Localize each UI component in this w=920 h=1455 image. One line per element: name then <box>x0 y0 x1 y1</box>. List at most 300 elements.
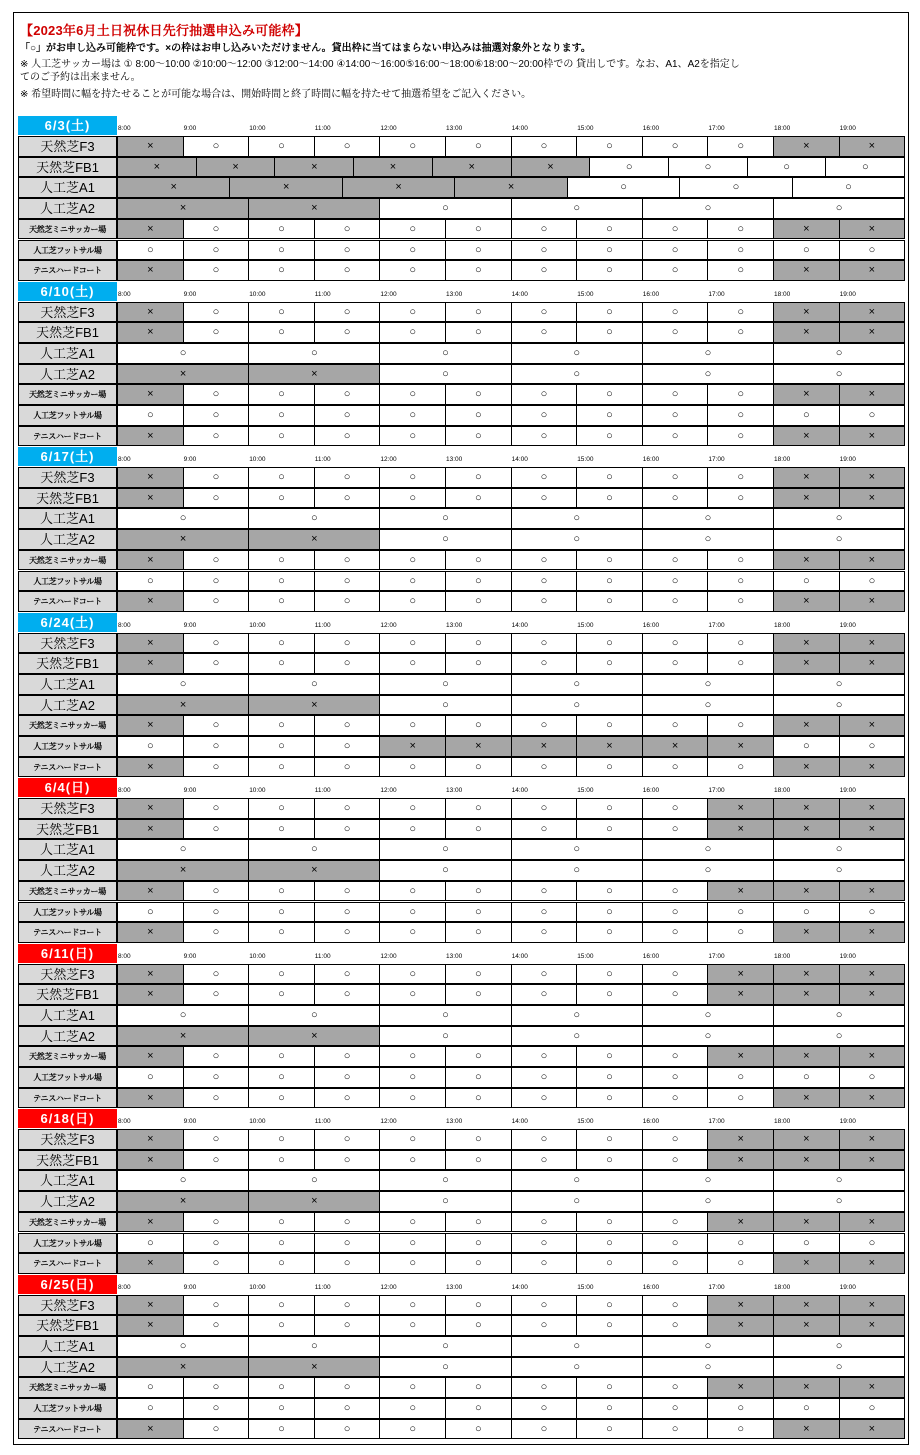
note-line-4: ※ 希望時間に幅を持たせることが可能な場合は、開始時間と終了時間に幅を持たせて抽選希望をご記入ください。 <box>20 89 532 100</box>
slot-unavailable: × <box>839 384 906 405</box>
slot-available: ○ <box>576 240 643 261</box>
slot-unavailable: × <box>773 1253 840 1274</box>
slot-available: ○ <box>314 798 381 819</box>
facility-name: 天然芝FB1 <box>18 1150 117 1171</box>
slot-available: ○ <box>576 757 643 778</box>
time-header-label: 18:00 <box>774 1118 791 1125</box>
note-line-1: 「○」がお申し込み可能枠です。×の枠はお申し込みいただけません。貸出枠に当てはまらない申込みは抽選対象外となります。 <box>20 43 591 54</box>
slot-available: ○ <box>379 1419 446 1440</box>
facility-row <box>18 1088 905 1109</box>
slot-unavailable: × <box>773 1295 840 1316</box>
slot-unavailable: × <box>707 984 774 1005</box>
slot-unavailable: × <box>117 1088 184 1109</box>
slot-available: ○ <box>642 715 709 736</box>
slot-available: ○ <box>445 550 512 571</box>
time-header-label: 19:00 <box>839 456 856 463</box>
facility-row <box>18 302 905 323</box>
slot-unavailable: × <box>773 260 840 281</box>
facility-row <box>18 157 905 178</box>
time-header-label: 15:00 <box>577 621 594 629</box>
slot-available: ○ <box>379 653 446 674</box>
time-header-label: 16:00 <box>642 787 660 794</box>
slot-available: ○ <box>707 136 774 157</box>
slot-available: ○ <box>511 571 578 592</box>
slot-available: ○ <box>248 715 315 736</box>
slot-available: ○ <box>248 405 315 426</box>
slot-available: ○ <box>511 1357 643 1378</box>
slot-available: ○ <box>183 1315 250 1336</box>
slot-available: ○ <box>511 1377 578 1398</box>
slot-available: ○ <box>183 405 250 426</box>
slot-available: ○ <box>445 1088 512 1109</box>
slot-available: ○ <box>642 467 709 488</box>
facility-row <box>18 1129 905 1150</box>
slot-available: ○ <box>445 819 512 840</box>
slot-available: ○ <box>511 260 578 281</box>
slot-available: ○ <box>642 405 709 426</box>
slot-unavailable: × <box>839 322 906 343</box>
slot-available: ○ <box>183 136 250 157</box>
slot-available: ○ <box>576 1419 643 1440</box>
slot-available: ○ <box>379 1398 446 1419</box>
slot-available: ○ <box>248 757 315 778</box>
time-header-label: 9:00 <box>183 787 197 794</box>
slot-unavailable: × <box>117 798 184 819</box>
facility-name: 天然芝ミニサッカー場 <box>18 1377 117 1398</box>
slot-available: ○ <box>248 343 380 364</box>
slot-available: ○ <box>248 881 315 902</box>
slot-available: ○ <box>314 736 381 757</box>
facility-row <box>18 1398 905 1419</box>
facility-row <box>18 695 905 716</box>
slot-available: ○ <box>792 177 905 198</box>
slot-available: ○ <box>248 1088 315 1109</box>
slot-available: ○ <box>642 571 709 592</box>
slot-available: ○ <box>445 715 512 736</box>
slot-available: ○ <box>314 384 381 405</box>
slot-available: ○ <box>642 1398 709 1419</box>
slot-available: ○ <box>379 984 446 1005</box>
slot-available: ○ <box>642 674 774 695</box>
slot-available: ○ <box>183 1067 250 1088</box>
facility-name: 人工芝A2 <box>18 364 117 385</box>
slot-available: ○ <box>183 1046 250 1067</box>
slot-available: ○ <box>183 488 250 509</box>
time-header-label: 19:00 <box>839 1283 856 1291</box>
slot-unavailable: × <box>839 819 906 840</box>
slot-unavailable: × <box>773 1419 840 1440</box>
facility-row <box>18 674 905 695</box>
time-header-label: 16:00 <box>642 952 660 960</box>
slot-available: ○ <box>511 240 578 261</box>
slot-available: ○ <box>117 508 249 529</box>
slot-available: ○ <box>576 902 643 923</box>
slot-available: ○ <box>576 136 643 157</box>
slot-unavailable: × <box>117 1191 249 1212</box>
slot-available: ○ <box>642 591 709 612</box>
slot-available: ○ <box>707 488 774 509</box>
slot-available: ○ <box>314 322 381 343</box>
facility-name: 天然芝F3 <box>18 964 117 985</box>
slot-available: ○ <box>642 136 709 157</box>
slot-available: ○ <box>248 1398 315 1419</box>
slot-unavailable: × <box>839 1419 906 1440</box>
facility-name: 人工芝A2 <box>18 695 117 716</box>
slot-unavailable: × <box>117 633 184 654</box>
slot-available: ○ <box>576 219 643 240</box>
facility-name: 天然芝ミニサッカー場 <box>18 550 117 571</box>
slot-unavailable: × <box>511 157 591 178</box>
slot-available: ○ <box>511 467 578 488</box>
slot-unavailable: × <box>839 1150 906 1171</box>
slot-available: ○ <box>511 591 578 612</box>
slot-available: ○ <box>183 302 250 323</box>
day-block <box>17 447 905 613</box>
time-header-label: 18:00 <box>774 125 791 132</box>
slot-available: ○ <box>642 1315 709 1336</box>
slot-available: ○ <box>314 1067 381 1088</box>
slot-available: ○ <box>642 219 709 240</box>
slot-unavailable: × <box>839 1315 906 1336</box>
time-header-label: 10:00 <box>249 290 266 298</box>
slot-available: ○ <box>117 1377 184 1398</box>
slot-available: ○ <box>642 1295 709 1316</box>
slot-available: ○ <box>576 302 643 323</box>
slot-unavailable: × <box>117 653 184 674</box>
slot-available: ○ <box>183 736 250 757</box>
slot-available: ○ <box>642 550 709 571</box>
facility-name: 天然芝ミニサッカー場 <box>18 715 117 736</box>
slot-available: ○ <box>379 198 511 219</box>
slot-available: ○ <box>379 343 511 364</box>
slot-unavailable: × <box>117 1129 184 1150</box>
facility-row <box>18 1233 905 1254</box>
slot-unavailable: × <box>839 1212 906 1233</box>
slot-available: ○ <box>576 922 643 943</box>
facility-row <box>18 405 905 426</box>
slot-available: ○ <box>314 1398 381 1419</box>
time-header-label: 9:00 <box>183 1283 197 1291</box>
slot-available: ○ <box>445 219 512 240</box>
slot-available: ○ <box>379 260 446 281</box>
slot-available: ○ <box>839 240 906 261</box>
slot-available: ○ <box>314 1295 381 1316</box>
time-header-label: 10:00 <box>249 1118 266 1125</box>
slot-unavailable: × <box>353 157 433 178</box>
slot-available: ○ <box>773 240 840 261</box>
slot-available: ○ <box>773 1233 840 1254</box>
slot-unavailable: × <box>773 488 840 509</box>
slot-available: ○ <box>642 881 709 902</box>
slot-available: ○ <box>379 1026 511 1047</box>
slot-available: ○ <box>248 1129 315 1150</box>
facility-name: テニスハードコート <box>18 1253 117 1274</box>
slot-available: ○ <box>379 1046 446 1067</box>
facility-name: 人工芝A1 <box>18 508 117 529</box>
facility-name: 人工芝A1 <box>18 674 117 695</box>
slot-available: ○ <box>248 902 315 923</box>
facility-name: テニスハードコート <box>18 591 117 612</box>
slot-available: ○ <box>445 571 512 592</box>
slot-available: ○ <box>576 633 643 654</box>
slot-unavailable: × <box>117 1253 184 1274</box>
facility-row <box>18 1336 905 1357</box>
slot-unavailable: × <box>707 1377 774 1398</box>
slot-available: ○ <box>773 529 905 550</box>
slot-available: ○ <box>589 157 669 178</box>
slot-available: ○ <box>445 1398 512 1419</box>
time-header-label: 12:00 <box>380 952 397 960</box>
slot-unavailable: × <box>248 695 380 716</box>
time-header-label: 14:00 <box>511 290 528 298</box>
slot-available: ○ <box>707 550 774 571</box>
slot-available: ○ <box>576 322 643 343</box>
slot-unavailable: × <box>248 529 380 550</box>
slot-available: ○ <box>445 902 512 923</box>
slot-unavailable: × <box>839 467 906 488</box>
facility-row <box>18 922 905 943</box>
slot-available: ○ <box>642 1212 709 1233</box>
slot-available: ○ <box>379 1212 446 1233</box>
slot-available: ○ <box>773 1005 905 1026</box>
slot-available: ○ <box>248 819 315 840</box>
slot-available: ○ <box>642 260 709 281</box>
slot-available: ○ <box>642 1377 709 1398</box>
slot-available: ○ <box>576 964 643 985</box>
slot-unavailable: × <box>773 1315 840 1336</box>
slot-available: ○ <box>707 922 774 943</box>
slot-available: ○ <box>183 757 250 778</box>
time-header-label: 11:00 <box>314 621 331 629</box>
facility-name: 天然芝FB1 <box>18 819 117 840</box>
slot-available: ○ <box>511 1212 578 1233</box>
slot-available: ○ <box>511 633 578 654</box>
facility-name: 天然芝FB1 <box>18 157 117 178</box>
facility-row <box>18 198 905 219</box>
slot-available: ○ <box>511 364 643 385</box>
slot-unavailable: × <box>773 881 840 902</box>
slot-available: ○ <box>183 240 250 261</box>
facility-row <box>18 1150 905 1171</box>
slot-available: ○ <box>379 715 446 736</box>
slot-available: ○ <box>445 881 512 902</box>
slot-available: ○ <box>445 964 512 985</box>
facility-row <box>18 1026 905 1047</box>
day-label: 6/10(土) <box>18 282 117 301</box>
slot-available: ○ <box>773 508 905 529</box>
slot-available: ○ <box>642 860 774 881</box>
time-header-label: 18:00 <box>774 787 791 794</box>
slot-available: ○ <box>707 1398 774 1419</box>
facility-row <box>18 177 905 198</box>
facility-name: 人工芝フットサル場 <box>18 736 117 757</box>
slot-available: ○ <box>642 1233 709 1254</box>
slot-available: ○ <box>248 839 380 860</box>
slot-unavailable: × <box>839 715 906 736</box>
slot-available: ○ <box>183 1419 250 1440</box>
slot-available: ○ <box>576 819 643 840</box>
slot-available: ○ <box>511 322 578 343</box>
facility-row <box>18 798 905 819</box>
slot-available: ○ <box>642 964 709 985</box>
slot-available: ○ <box>707 571 774 592</box>
slot-available: ○ <box>511 902 578 923</box>
slot-available: ○ <box>576 1377 643 1398</box>
time-header-label: 11:00 <box>314 952 331 960</box>
slot-available: ○ <box>379 674 511 695</box>
slot-available: ○ <box>445 1315 512 1336</box>
slot-available: ○ <box>642 1150 709 1171</box>
facility-name: 人工芝フットサル場 <box>18 571 117 592</box>
slot-available: ○ <box>183 881 250 902</box>
slot-unavailable: × <box>839 757 906 778</box>
slot-unavailable: × <box>707 798 774 819</box>
slot-available: ○ <box>445 1129 512 1150</box>
note-line-2: ※ 人工芝サッカー場は ① 8:00～10:00 ②10:00～12:00 ③12:00～14:00 ④14:00～16:00⑤16:00～18:00⑥18:00～20:00枠での 貸出しです。なお、A1、A2を指定し <box>20 59 740 70</box>
slot-available: ○ <box>314 426 381 447</box>
slot-available: ○ <box>183 1212 250 1233</box>
slot-unavailable: × <box>839 881 906 902</box>
time-header-label: 8:00 <box>118 1283 131 1291</box>
slot-available: ○ <box>379 529 511 550</box>
slot-available: ○ <box>511 695 643 716</box>
slot-available: ○ <box>117 674 249 695</box>
slot-unavailable: × <box>773 219 840 240</box>
slot-available: ○ <box>117 902 184 923</box>
slot-available: ○ <box>839 1067 906 1088</box>
slot-available: ○ <box>117 405 184 426</box>
facility-name: 天然芝ミニサッカー場 <box>18 384 117 405</box>
slot-available: ○ <box>839 902 906 923</box>
facility-row <box>18 881 905 902</box>
slot-available: ○ <box>117 839 249 860</box>
time-header-label: 15:00 <box>577 1118 594 1125</box>
time-header-label: 11:00 <box>314 1118 331 1125</box>
slot-available: ○ <box>314 405 381 426</box>
slot-available: ○ <box>248 633 315 654</box>
slot-available: ○ <box>576 1398 643 1419</box>
slot-available: ○ <box>445 302 512 323</box>
slot-available: ○ <box>379 1233 446 1254</box>
slot-available: ○ <box>707 757 774 778</box>
slot-unavailable: × <box>773 819 840 840</box>
slot-available: ○ <box>576 984 643 1005</box>
facility-row <box>18 757 905 778</box>
slot-unavailable: × <box>773 426 840 447</box>
time-header-label: 11:00 <box>314 125 331 132</box>
facility-name: 天然芝F3 <box>18 798 117 819</box>
slot-unavailable: × <box>117 426 184 447</box>
slot-available: ○ <box>379 695 511 716</box>
slot-available: ○ <box>183 571 250 592</box>
day-label: 6/18(日) <box>18 1109 117 1128</box>
slot-unavailable: × <box>117 364 249 385</box>
slot-unavailable: × <box>117 177 230 198</box>
slot-available: ○ <box>379 1088 446 1109</box>
slot-available: ○ <box>248 1336 380 1357</box>
slot-available: ○ <box>379 405 446 426</box>
slot-available: ○ <box>248 322 315 343</box>
slot-unavailable: × <box>773 1150 840 1171</box>
slot-unavailable: × <box>839 302 906 323</box>
slot-available: ○ <box>314 653 381 674</box>
slot-available: ○ <box>183 1088 250 1109</box>
slot-available: ○ <box>379 922 446 943</box>
slot-available: ○ <box>445 1150 512 1171</box>
slot-available: ○ <box>511 1170 643 1191</box>
slot-available: ○ <box>511 550 578 571</box>
slot-available: ○ <box>642 1088 709 1109</box>
time-header-label: 12:00 <box>380 621 397 629</box>
slot-unavailable: × <box>117 591 184 612</box>
slot-unavailable: × <box>117 1315 184 1336</box>
slot-unavailable: × <box>773 757 840 778</box>
slot-available: ○ <box>773 571 840 592</box>
slot-available: ○ <box>511 1419 578 1440</box>
slot-unavailable: × <box>773 591 840 612</box>
slot-available: ○ <box>248 240 315 261</box>
time-header-label: 17:00 <box>708 621 725 629</box>
time-header-label: 14:00 <box>511 125 528 132</box>
slot-available: ○ <box>773 1026 905 1047</box>
time-header-label: 8:00 <box>118 952 131 960</box>
facility-name: 天然芝F3 <box>18 1295 117 1316</box>
slot-available: ○ <box>445 405 512 426</box>
time-header-label: 9:00 <box>183 456 197 463</box>
slot-unavailable: × <box>117 922 184 943</box>
slot-available: ○ <box>511 715 578 736</box>
slot-available: ○ <box>707 260 774 281</box>
time-header-label: 14:00 <box>511 787 528 794</box>
slot-unavailable: × <box>773 984 840 1005</box>
slot-available: ○ <box>248 1419 315 1440</box>
facility-name: 天然芝F3 <box>18 1129 117 1150</box>
time-header-label: 9:00 <box>183 290 197 298</box>
slot-unavailable: × <box>773 384 840 405</box>
slot-available: ○ <box>642 302 709 323</box>
slot-available: ○ <box>642 798 709 819</box>
slot-unavailable: × <box>707 1315 774 1336</box>
slot-available: ○ <box>314 571 381 592</box>
slot-available: ○ <box>839 571 906 592</box>
slot-unavailable: × <box>773 1088 840 1109</box>
facility-row <box>18 1212 905 1233</box>
slot-available: ○ <box>379 302 446 323</box>
slot-available: ○ <box>379 1315 446 1336</box>
slot-unavailable: × <box>248 364 380 385</box>
time-header-label: 19:00 <box>839 787 856 794</box>
slot-available: ○ <box>183 426 250 447</box>
time-header-label: 12:00 <box>380 125 397 132</box>
day-block <box>17 1275 905 1441</box>
slot-available: ○ <box>379 1005 511 1026</box>
time-header-label: 19:00 <box>839 621 856 629</box>
slot-unavailable: × <box>773 715 840 736</box>
time-header-label: 19:00 <box>839 290 856 298</box>
slot-available: ○ <box>445 1212 512 1233</box>
time-header-label: 9:00 <box>183 952 197 960</box>
facility-row <box>18 1067 905 1088</box>
slot-unavailable: × <box>707 964 774 985</box>
slot-available: ○ <box>314 819 381 840</box>
slot-available: ○ <box>248 1170 380 1191</box>
day-label: 6/17(土) <box>18 447 117 466</box>
slot-available: ○ <box>839 736 906 757</box>
slot-available: ○ <box>576 798 643 819</box>
slot-available: ○ <box>183 1295 250 1316</box>
time-header-label: 10:00 <box>249 621 266 629</box>
slot-available: ○ <box>773 674 905 695</box>
